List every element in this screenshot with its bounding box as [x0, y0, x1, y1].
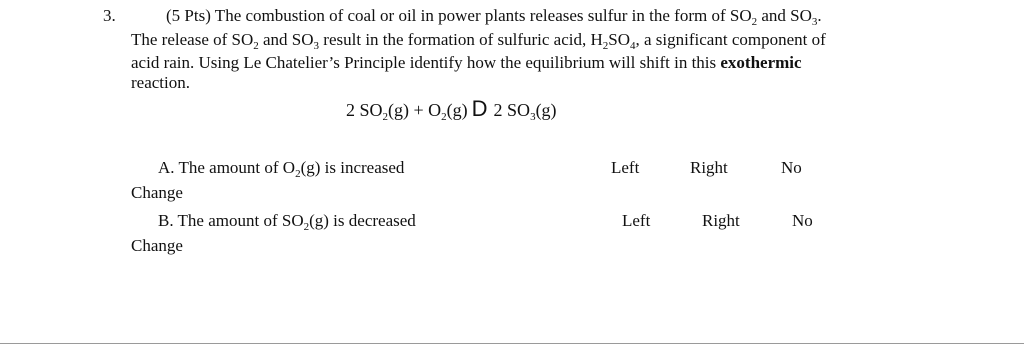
- item-a-option-no-change[interactable]: No: [781, 158, 802, 177]
- item-b-option-continuation: Change: [131, 236, 183, 255]
- item-b-option-left[interactable]: Left: [622, 211, 651, 230]
- item-b-option-no-change[interactable]: No: [792, 211, 813, 230]
- chemical-equation: 2 $SO_2(g) + O_2(g)$ D 2 $SO_3(g)$: [346, 96, 557, 123]
- question-text-line-3: acid rain. Using Le Chatelier’s Principle identify how the equilibrium will shift in this exothermic: [131, 53, 802, 72]
- item-a-option-left[interactable]: Left: [611, 158, 640, 177]
- item-a-statement: A. The amount of $O_2(g)$ is increased: [158, 158, 405, 180]
- question-number: 3.: [103, 6, 116, 25]
- bottom-divider: [0, 343, 1024, 344]
- item-a-option-right[interactable]: Right: [690, 158, 728, 177]
- question-text-line-4: reaction.: [131, 73, 190, 92]
- item-b-option-right[interactable]: Right: [702, 211, 740, 230]
- question-text-line-2: The release of $SO_2$ and $SO_3$ result in the formation of sulfuric acid, $H_2SO_4$, a significant component of: [131, 30, 826, 52]
- exothermic-emphasis: exothermic: [720, 53, 802, 72]
- question-text-line-1: (5 Pts) The combustion of coal or oil in power plants releases sulfur in the form of $SO_2$ and $SO_3$.: [166, 6, 822, 28]
- equilibrium-arrow-symbol: D: [471, 96, 488, 121]
- item-a-option-continuation: Change: [131, 183, 183, 202]
- item-b-statement: B. The amount of $SO_2(g)$ is decreased: [158, 211, 416, 233]
